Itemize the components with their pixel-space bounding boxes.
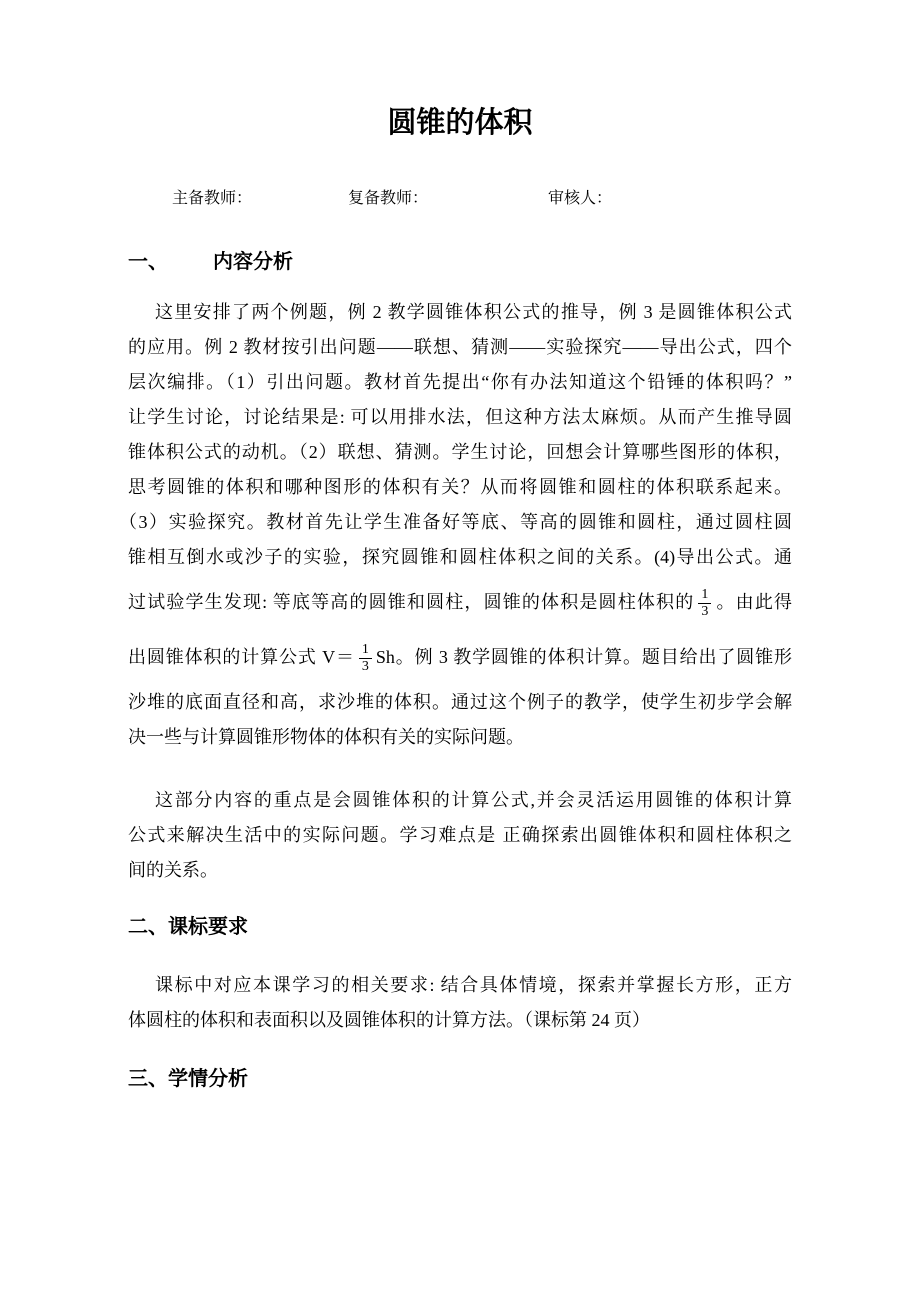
section-1-title: 内容分析: [213, 251, 293, 273]
text-line: 这部分内容的重点是会圆锥体积的计算公式,并会灵活运用圆锥的体积计算: [155, 790, 792, 810]
section-1-heading: [128, 249, 792, 275]
text-segment: 出圆锥体积的计算公式 V＝: [128, 647, 355, 667]
text-line: 锥相互倒水或沙子的实验，探究圆锥和圆柱体积之间的关系。(4)导出公式。通: [128, 547, 792, 567]
text-line: 思考圆锥的体积和哪种图形的体积有关？从而将圆锥和圆柱的体积联系起来。: [128, 477, 792, 497]
fraction-numerator: 1: [361, 642, 369, 658]
paragraph-curriculum-standard: [128, 968, 792, 1038]
fraction-denominator: 3: [359, 658, 372, 675]
reviewer-label: 审核人：: [548, 190, 613, 207]
paragraph-content-analysis-2: [128, 783, 792, 888]
main-teacher-label: 主备教师：: [172, 190, 253, 207]
text-line: 课标中对应本课学习的相关要求: 结合具体情境，探索并掌握长方形，正方: [155, 975, 792, 995]
document-title: 圆锥的体积: [387, 107, 533, 139]
text-line: 层次编排。（1）引出问题。教材首先提出“你有办法知道这个铅锤的体积吗？”: [128, 372, 792, 392]
text-line: 这里安排了两个例题，例 2 教学圆锥体积公式的推导，例 3 是圆锥体积公式: [155, 302, 792, 322]
text-line: 体圆柱的体积和表面积以及圆锥体积的计算方法。（课标第 24 页）: [128, 1010, 650, 1030]
text-line: 的应用。例 2 教材按引出问题——联想、猜测——实验探究——导出公式，四个: [128, 337, 792, 357]
co-teacher-label: 复备教师：: [348, 190, 429, 207]
text-line: 间的关系。: [128, 860, 218, 880]
text-line: 锥体积公式的动机。（2）联想、猜测。学生讨论，回想会计算哪些图形的体积，: [128, 442, 792, 462]
text-line: 决一些与计算圆锥形物体的体积有关的实际问题。: [128, 727, 524, 747]
text-line: 沙堆的底面直径和高，求沙堆的体积。通过这个例子的教学，使学生初步学会解: [128, 692, 792, 712]
paragraph-content-analysis-1: [119, 295, 793, 755]
section-3-heading: 三、学情分析: [128, 1068, 248, 1090]
fraction-denominator: 3: [698, 603, 711, 620]
text-segment: Sh。例 3 教学圆锥的体积计算。题目给出了圆锥形: [375, 647, 792, 667]
section-2-heading: 二、课标要求: [128, 916, 248, 938]
fraction-one-third: [698, 587, 711, 620]
text-segment: 过试验学生发现: 等底等高的圆锥和圆柱，圆锥的体积是圆柱体积的: [128, 592, 695, 612]
text-line: （3）实验探究。教材首先让学生准备好等底、等高的圆锥和圆柱，通过圆柱圆: [119, 512, 792, 532]
fraction-numerator: 1: [701, 587, 709, 603]
fraction-one-third: [359, 642, 372, 675]
text-line: 公式来解决生活中的实际问题。学习难点是 正确探索出圆锥体积和圆柱体积之: [128, 825, 792, 845]
text-line: 让学生讨论，讨论结果是: 可以用排水法，但这种方法太麻烦。从而产生推导圆: [128, 407, 792, 427]
section-1-number: 一、: [128, 251, 168, 273]
text-line-with-formula: [128, 630, 792, 685]
document-body: [0, 188, 920, 1092]
teacher-meta-row: [128, 188, 792, 209]
text-segment: 。由此得: [715, 592, 793, 612]
text-line-with-fraction: [128, 575, 792, 630]
